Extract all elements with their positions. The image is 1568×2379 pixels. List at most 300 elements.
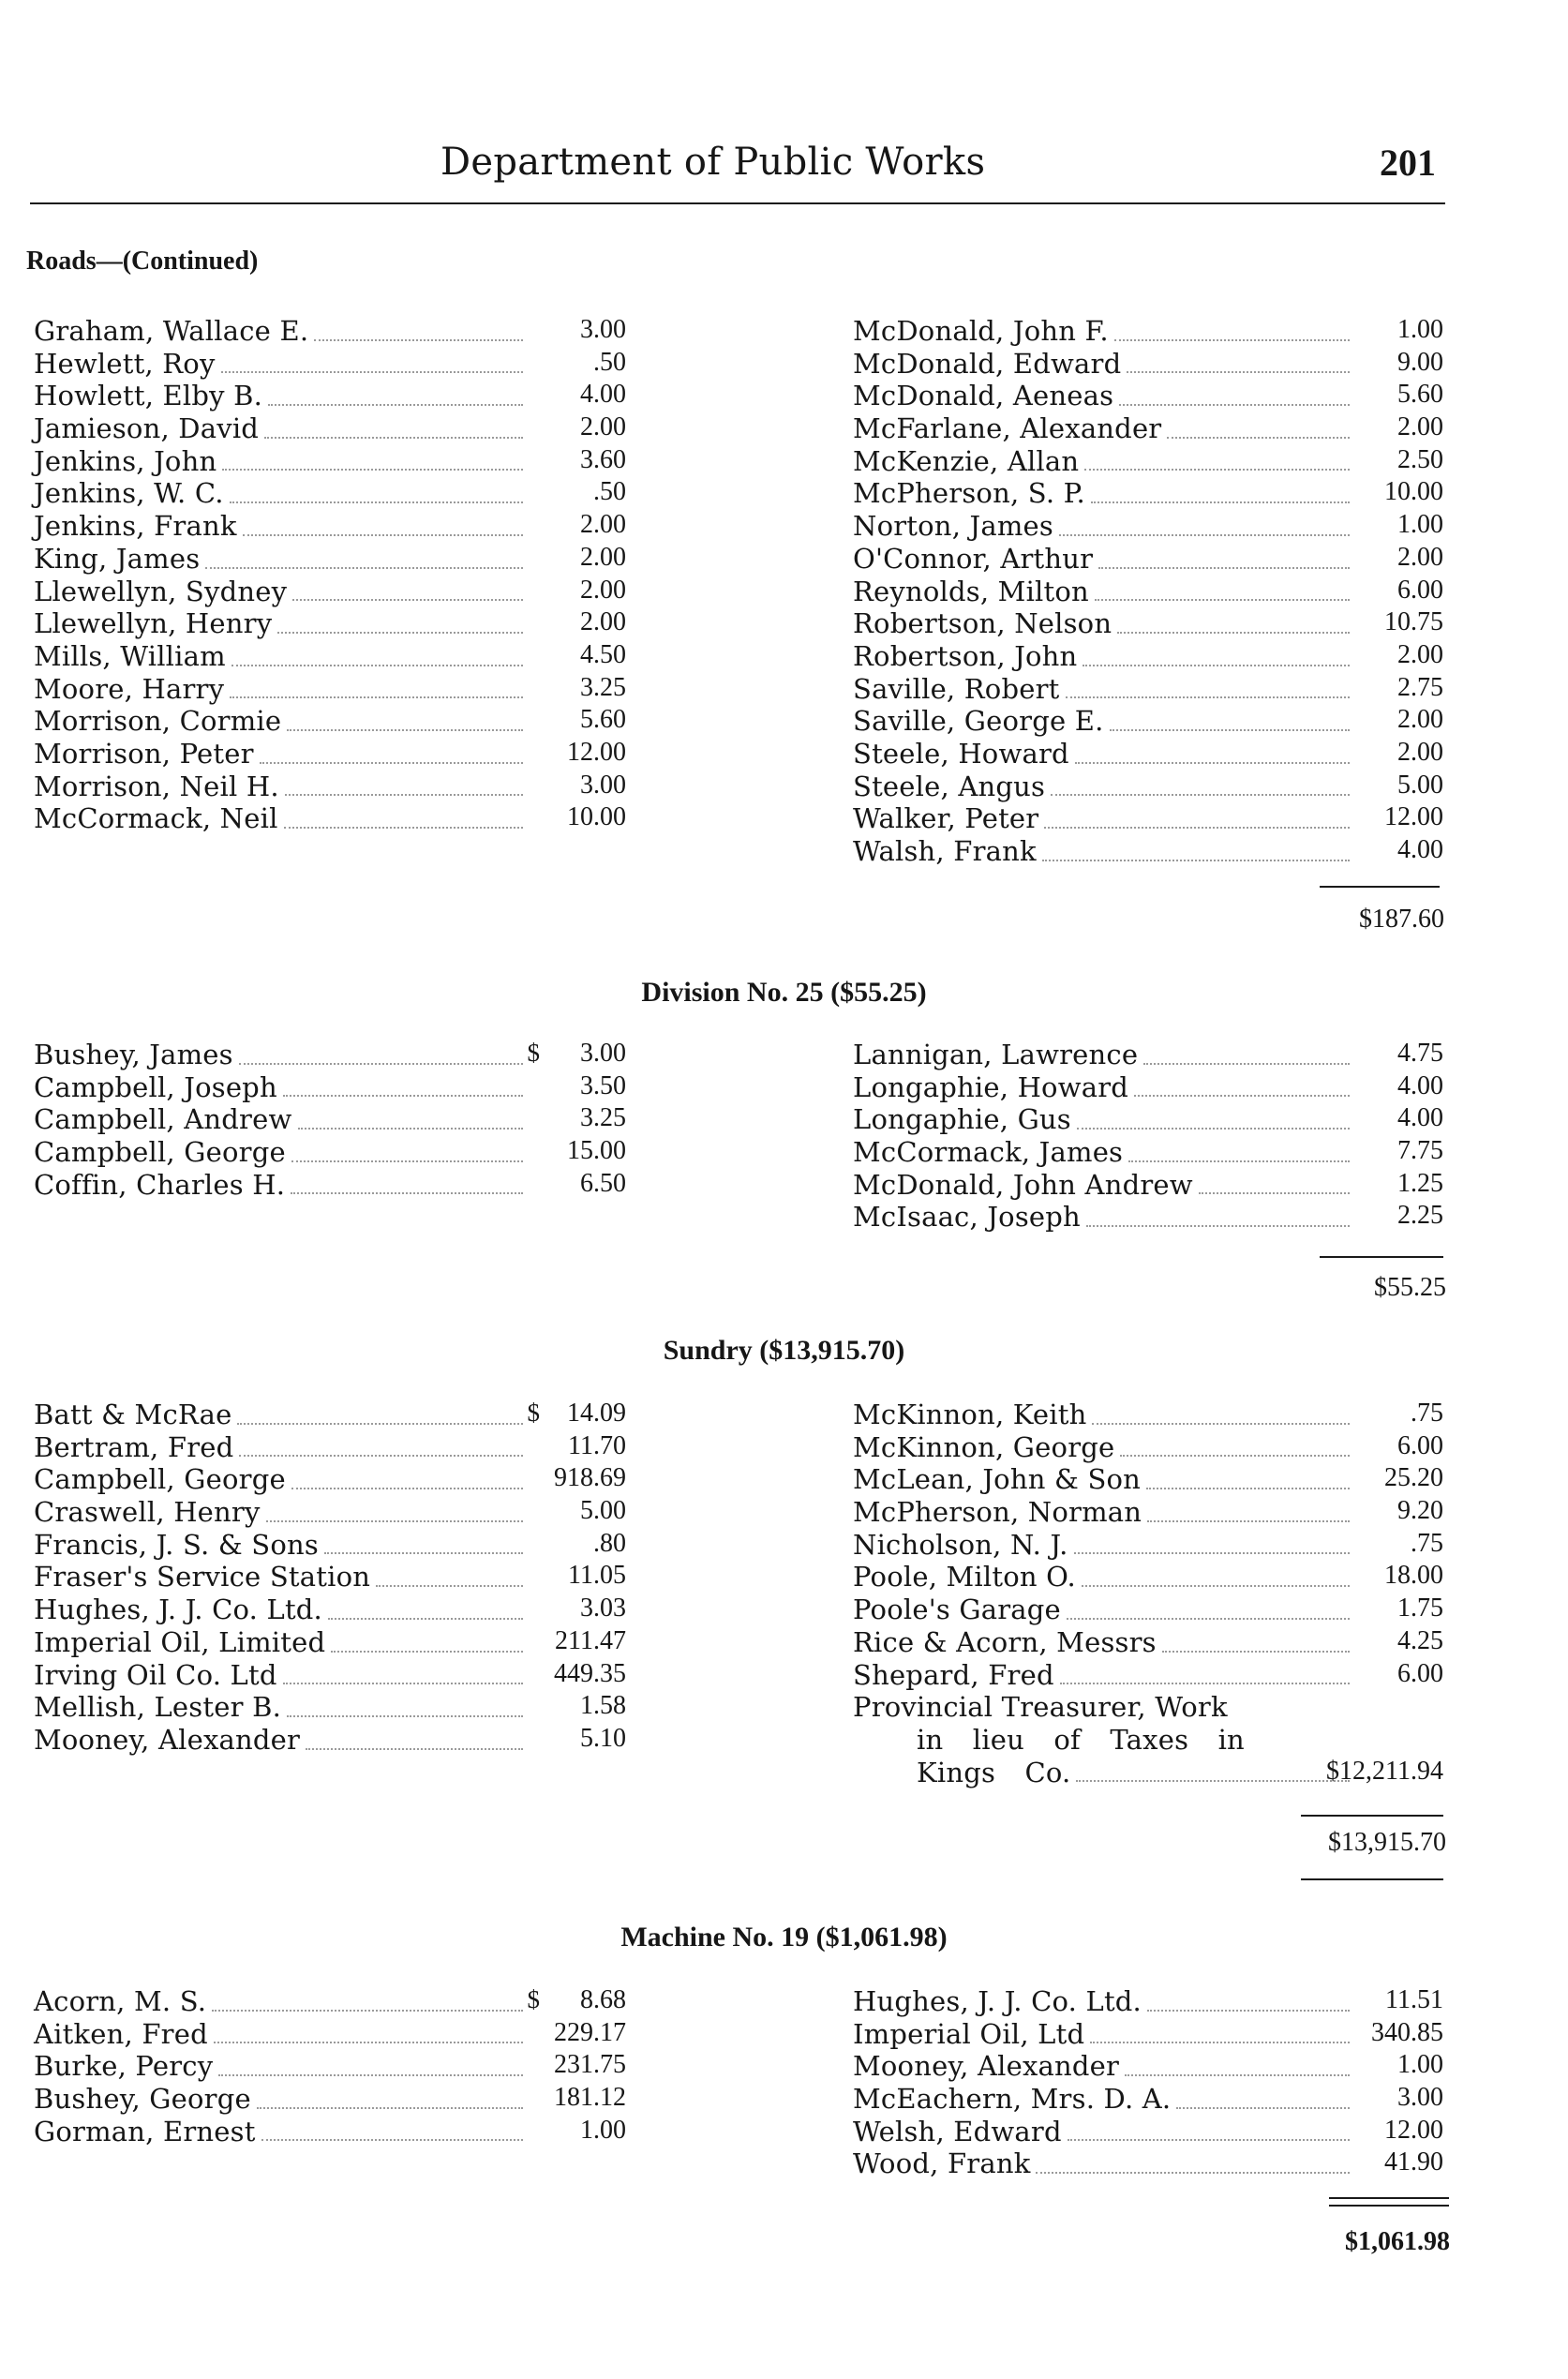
dot-leader xyxy=(1074,1552,1350,1554)
dot-leader xyxy=(1090,2042,1350,2043)
payee-name: Norton, James xyxy=(853,510,1053,543)
amount: 1.00 xyxy=(580,2115,626,2145)
amount: 3.00 xyxy=(580,315,626,344)
ledger-row xyxy=(34,738,626,771)
ledger-row xyxy=(34,315,626,348)
dot-leader xyxy=(285,794,523,796)
dot-leader xyxy=(239,1455,523,1457)
amount: 918.69 xyxy=(554,1463,626,1493)
payee-name: Robertson, John xyxy=(853,639,1078,672)
payee-name: Morrison, Neil H. xyxy=(34,770,279,802)
page-title: Department of Public Works xyxy=(441,141,986,184)
payee-name: Imperial Oil, Limited xyxy=(34,1625,326,1658)
sundry-heading: Sundry ($13,915.70) xyxy=(663,1335,905,1366)
ledger-row xyxy=(34,1496,626,1529)
amount: 1.00 xyxy=(1397,510,1443,540)
payee-name: Graham, Wallace E. xyxy=(34,315,309,347)
amount: 229.17 xyxy=(554,2017,626,2047)
division25-left-list xyxy=(34,1039,626,1201)
payee-name: Longaphie, Gus xyxy=(853,1103,1071,1136)
amount: 2.25 xyxy=(1397,1201,1443,1231)
ledger-row xyxy=(34,2018,626,2051)
dot-leader xyxy=(1143,1063,1350,1065)
ledger-row xyxy=(34,2050,626,2083)
ledger-row xyxy=(34,2083,626,2116)
dot-leader xyxy=(1067,1618,1350,1620)
ledger-row xyxy=(853,1201,1443,1234)
sundry-left-list xyxy=(34,1399,626,1757)
payee-name: McPherson, Norman xyxy=(853,1496,1142,1529)
dot-leader xyxy=(1119,404,1350,406)
payee-name: Jenkins, W. C. xyxy=(34,477,224,510)
payee-name: Craswell, Henry xyxy=(34,1496,261,1529)
amount: 2.50 xyxy=(1397,444,1443,474)
ledger-row xyxy=(853,1399,1443,1431)
payee-name: McDonald, Edward xyxy=(853,347,1122,380)
ledger-row xyxy=(34,1985,626,2018)
ledger-row xyxy=(853,1659,1443,1692)
amount: 4.00 xyxy=(1397,1103,1443,1133)
dot-leader xyxy=(1125,2074,1350,2076)
page-header xyxy=(30,141,1445,201)
dot-leader xyxy=(1077,1128,1350,1130)
ledger-row xyxy=(853,1103,1443,1136)
ledger-row xyxy=(853,2116,1443,2148)
dot-leader xyxy=(237,1423,523,1425)
amount: 11.51 xyxy=(1385,1985,1443,2014)
payee-name: McCormack, Neil xyxy=(34,802,278,835)
ledger-row xyxy=(853,673,1443,706)
dot-leader xyxy=(1076,1780,1350,1782)
amount: 5.10 xyxy=(580,1723,626,1753)
amount: 2.00 xyxy=(580,607,626,637)
ledger-row xyxy=(34,1691,626,1724)
division25-total: $55.25 xyxy=(1374,1273,1446,1302)
amount: 4.00 xyxy=(1397,835,1443,864)
machine19-heading: Machine No. 19 ($1,061.98) xyxy=(620,1922,948,1953)
amount: 6.00 xyxy=(1397,1430,1443,1460)
payee-name: Rice & Acorn, Messrs xyxy=(853,1625,1157,1658)
ledger-row xyxy=(853,1561,1443,1593)
dot-leader xyxy=(306,1748,523,1750)
dot-leader xyxy=(1147,1520,1350,1522)
payee-name: Lannigan, Lawrence xyxy=(853,1039,1139,1070)
amount: 1.25 xyxy=(1397,1168,1443,1198)
payee-name: Steele, Howard xyxy=(853,737,1069,770)
dot-leader xyxy=(1044,827,1350,829)
dot-leader xyxy=(261,2139,523,2141)
amount: 12.00 xyxy=(1384,802,1443,832)
amount: 1.58 xyxy=(580,1691,626,1721)
dot-leader xyxy=(1098,567,1350,569)
payee-name: McLean, John & Son xyxy=(853,1463,1142,1496)
amount: 10.00 xyxy=(567,802,626,832)
roads-total: $187.60 xyxy=(1359,905,1444,934)
amount: 10.00 xyxy=(1384,477,1443,507)
payee-name: Moore, Harry xyxy=(34,672,225,705)
dot-leader xyxy=(1066,696,1351,698)
dot-leader xyxy=(287,1715,523,1717)
ledger-row xyxy=(853,315,1443,348)
sundry-total-rule xyxy=(1301,1815,1443,1817)
amount: 4.50 xyxy=(580,639,626,669)
amount: 9.00 xyxy=(1397,347,1443,377)
dot-leader xyxy=(1120,1455,1350,1457)
provincial-line3-row xyxy=(853,1757,1443,1789)
ledger-row xyxy=(34,802,626,835)
amount: 3.50 xyxy=(580,1070,626,1100)
amount: 12.00 xyxy=(1384,2115,1443,2145)
payee-name: McCormack, James xyxy=(853,1136,1124,1169)
amount: 2.00 xyxy=(580,510,626,540)
ledger-row xyxy=(34,640,626,673)
payee-name: Wood, Frank xyxy=(853,2147,1031,2180)
amount: 1.00 xyxy=(1397,2050,1443,2080)
ledger-row xyxy=(853,2050,1443,2083)
currency-symbol: $ xyxy=(527,1985,540,2013)
roads-left-list xyxy=(34,315,626,835)
amount: 2.00 xyxy=(580,575,626,605)
amount: 3.25 xyxy=(580,672,626,702)
dot-leader xyxy=(1082,1585,1350,1587)
payee-name: Walker, Peter xyxy=(853,802,1039,835)
amount: 2.00 xyxy=(1397,412,1443,442)
ledger-row xyxy=(34,543,626,576)
ledger-row xyxy=(34,1399,626,1431)
provincial-line1-row xyxy=(853,1691,1443,1724)
payee-name: Campbell, George xyxy=(34,1136,286,1169)
amount: 2.00 xyxy=(1397,737,1443,767)
amount: 1.00 xyxy=(1397,315,1443,344)
payee-name: Bushey, James xyxy=(34,1039,233,1070)
division25-total-rule xyxy=(1320,1256,1443,1258)
provincial-line3: Kings Co. xyxy=(917,1756,1071,1788)
ledger-row xyxy=(34,477,626,510)
ledger-row xyxy=(853,510,1443,543)
page-number: 201 xyxy=(1380,142,1436,184)
provincial-line2: in lieu of Taxes in xyxy=(917,1723,1245,1756)
amount: 3.00 xyxy=(1397,2083,1443,2113)
amount: 4.25 xyxy=(1397,1625,1443,1655)
payee-name: Hewlett, Roy xyxy=(34,347,216,380)
ledger-row xyxy=(853,835,1443,868)
ledger-row xyxy=(34,1561,626,1593)
dot-leader xyxy=(331,1651,523,1653)
ledger-row xyxy=(853,1626,1443,1659)
dot-leader xyxy=(1134,1095,1350,1097)
amount: 6.00 xyxy=(1397,575,1443,605)
ledger-row xyxy=(34,1136,626,1169)
payee-name: McPherson, S. P. xyxy=(853,477,1085,510)
dot-leader xyxy=(230,501,523,503)
amount: 14.09 xyxy=(567,1399,626,1428)
amount: 4.75 xyxy=(1397,1039,1443,1068)
payee-name: McEachern, Mrs. D. A. xyxy=(853,2083,1172,2116)
ledger-row xyxy=(853,1529,1443,1562)
payee-name: Llewellyn, Sydney xyxy=(34,575,288,607)
dot-leader xyxy=(324,1552,523,1554)
amount: .75 xyxy=(1411,1528,1443,1558)
payee-name: Batt & McRae xyxy=(34,1399,232,1430)
payee-name: Poole, Milton O. xyxy=(853,1561,1076,1593)
payee-name: Bertram, Fred xyxy=(34,1430,234,1463)
payee-name: Hughes, J. J. Co. Ltd. xyxy=(853,1985,1142,2017)
ledger-row xyxy=(34,607,626,640)
dot-leader xyxy=(283,1683,523,1684)
currency-symbol: $ xyxy=(527,1039,540,1067)
dot-leader xyxy=(1086,1225,1350,1227)
dot-leader xyxy=(1146,1488,1350,1489)
sundry-total-underline xyxy=(1301,1878,1443,1880)
payee-name: Longaphie, Howard xyxy=(853,1070,1129,1103)
dot-leader xyxy=(291,1192,523,1194)
ledger-row xyxy=(34,348,626,381)
amount: .50 xyxy=(593,347,626,377)
ledger-row xyxy=(853,705,1443,738)
ledger-row xyxy=(853,1496,1443,1529)
amount: 4.00 xyxy=(1397,1070,1443,1100)
ledger-row xyxy=(34,1529,626,1562)
dot-leader xyxy=(376,1585,523,1587)
payee-name: King, James xyxy=(34,542,201,575)
payee-name: Jamieson, David xyxy=(34,412,260,445)
payee-name: Acorn, M. S. xyxy=(34,1985,207,2017)
dot-leader xyxy=(218,2074,523,2076)
amount: 449.35 xyxy=(554,1658,626,1688)
amount: 9.20 xyxy=(1397,1496,1443,1526)
ledger-row xyxy=(853,477,1443,510)
roads-right-list xyxy=(853,315,1443,868)
currency-symbol: $ xyxy=(527,1399,540,1427)
ledger-row xyxy=(853,543,1443,576)
dot-leader xyxy=(1036,2172,1350,2174)
payee-name: Bushey, George xyxy=(34,2083,251,2116)
ledger-row xyxy=(853,640,1443,673)
payee-name: Mooney, Alexander xyxy=(853,2050,1120,2083)
amount: 211.47 xyxy=(555,1625,626,1655)
dot-leader xyxy=(222,469,523,471)
dot-leader xyxy=(1110,729,1350,731)
ledger-row xyxy=(34,705,626,738)
amount: .75 xyxy=(1411,1399,1443,1428)
machine19-total: $1,061.98 xyxy=(1345,2227,1450,2256)
dot-leader xyxy=(1117,632,1350,634)
payee-name: Coffin, Charles H. xyxy=(34,1168,286,1201)
payee-name: Irving Oil Co. Ltd xyxy=(34,1658,277,1691)
payee-name: Mellish, Lester B. xyxy=(34,1691,282,1724)
dot-leader xyxy=(1127,371,1350,373)
dot-leader xyxy=(284,827,523,829)
payee-name: Mills, William xyxy=(34,639,226,672)
dot-leader xyxy=(1051,794,1350,796)
dot-leader xyxy=(1176,2107,1350,2109)
dot-leader xyxy=(205,567,523,569)
payee-name: Walsh, Frank xyxy=(853,835,1037,867)
dot-leader xyxy=(266,1520,523,1522)
ledger-row xyxy=(853,802,1443,835)
payee-name: McDonald, John Andrew xyxy=(853,1168,1193,1201)
dot-leader xyxy=(1059,534,1350,536)
division25-right-list xyxy=(853,1039,1443,1234)
payee-name: Robertson, Nelson xyxy=(853,607,1113,640)
dot-leader xyxy=(243,534,523,536)
ledger-row xyxy=(853,412,1443,445)
ledger-row xyxy=(853,348,1443,381)
amount: 2.00 xyxy=(580,412,626,442)
payee-name: Saville, George E. xyxy=(853,705,1104,738)
dot-leader xyxy=(1147,2010,1350,2012)
payee-name: Saville, Robert xyxy=(853,672,1060,705)
amount: 2.75 xyxy=(1397,672,1443,702)
amount: 11.05 xyxy=(568,1561,626,1591)
ledger-row xyxy=(853,445,1443,478)
amount: 2.00 xyxy=(1397,639,1443,669)
payee-name: Mooney, Alexander xyxy=(34,1723,301,1756)
payee-name: Hughes, J. J. Co. Ltd. xyxy=(34,1593,322,1626)
payee-name: Aitken, Fred xyxy=(34,2017,208,2050)
payee-name: Steele, Angus xyxy=(853,770,1046,802)
dot-leader xyxy=(1042,860,1350,861)
ledger-row xyxy=(853,607,1443,640)
ledger-row xyxy=(853,1039,1443,1071)
ledger-row xyxy=(34,673,626,706)
ledger-row xyxy=(853,738,1443,771)
payee-name: Morrison, Peter xyxy=(34,737,254,770)
amount: 8.68 xyxy=(580,1985,626,2014)
payee-name: Poole's Garage xyxy=(853,1593,1061,1626)
payee-name: Francis, J. S. & Sons xyxy=(34,1528,319,1561)
ledger-row xyxy=(34,1071,626,1104)
payee-name: Campbell, Andrew xyxy=(34,1103,292,1136)
amount: 231.75 xyxy=(554,2050,626,2080)
dot-leader xyxy=(239,1063,523,1065)
payee-name: O'Connor, Arthur xyxy=(853,542,1094,575)
provincial-line2-row xyxy=(853,1724,1443,1757)
dot-leader xyxy=(268,404,523,406)
dot-leader xyxy=(287,729,523,731)
dot-leader xyxy=(1083,665,1350,666)
ledger-row xyxy=(34,1103,626,1136)
ledger-row xyxy=(34,445,626,478)
payee-name: Llewellyn, Henry xyxy=(34,607,273,640)
ledger-row xyxy=(34,1593,626,1626)
amount: 5.00 xyxy=(580,1496,626,1526)
dot-leader xyxy=(1091,501,1350,503)
amount: 41.90 xyxy=(1384,2147,1443,2177)
dot-leader xyxy=(1068,2139,1350,2141)
dot-leader xyxy=(264,437,523,439)
machine19-right-list xyxy=(853,1985,1443,2180)
payee-name: McKenzie, Allan xyxy=(853,444,1080,477)
amount: 3.25 xyxy=(580,1103,626,1133)
ledger-row xyxy=(853,1071,1443,1104)
ledger-row xyxy=(853,2147,1443,2180)
amount: 5.60 xyxy=(1397,380,1443,410)
ledger-row xyxy=(34,771,626,803)
payee-name: Campbell, Joseph xyxy=(34,1070,277,1103)
roads-total-rule xyxy=(1320,886,1440,888)
payee-name: Reynolds, Milton xyxy=(853,575,1089,607)
payee-name: McKinnon, Keith xyxy=(853,1399,1087,1430)
amount: 12.00 xyxy=(567,737,626,767)
ledger-row xyxy=(853,1593,1443,1626)
amount: 2.00 xyxy=(580,542,626,572)
ledger-row xyxy=(34,1169,626,1202)
sundry-right-rows xyxy=(853,1399,1443,1691)
ledger-row xyxy=(34,1626,626,1659)
dot-leader xyxy=(231,665,523,666)
amount: 181.12 xyxy=(554,2083,626,2113)
payee-name: McIsaac, Joseph xyxy=(853,1201,1081,1234)
ledger-row xyxy=(34,576,626,608)
ledger-row xyxy=(34,1039,626,1071)
amount: 5.00 xyxy=(1397,770,1443,800)
amount: 2.00 xyxy=(1397,705,1443,735)
amount: 11.70 xyxy=(568,1430,626,1460)
amount: 1.75 xyxy=(1397,1593,1443,1623)
ledger-row xyxy=(34,1431,626,1464)
amount: 18.00 xyxy=(1384,1561,1443,1591)
dot-leader xyxy=(1075,762,1350,764)
ledger-row xyxy=(853,576,1443,608)
machine19-left-list xyxy=(34,1985,626,2147)
dot-leader xyxy=(328,1618,523,1620)
amount: 4.00 xyxy=(580,380,626,410)
ledger-row xyxy=(853,771,1443,803)
amount: 15.00 xyxy=(567,1136,626,1166)
provincial-line1: Provincial Treasurer, Work xyxy=(853,1691,1228,1724)
ledger-row xyxy=(853,380,1443,412)
payee-name: McDonald, Aeneas xyxy=(853,380,1114,412)
payee-name: Shepard, Fred xyxy=(853,1658,1054,1691)
dot-leader xyxy=(221,371,523,373)
dot-leader xyxy=(1060,1683,1350,1684)
amount: 3.03 xyxy=(580,1593,626,1623)
ledger-row xyxy=(853,1463,1443,1496)
dot-leader xyxy=(291,1488,523,1489)
amount: 2.00 xyxy=(1397,542,1443,572)
ledger-row xyxy=(34,1724,626,1757)
ledger-row xyxy=(34,1659,626,1692)
payee-name: Fraser's Service Station xyxy=(34,1561,371,1593)
payee-name: Jenkins, John xyxy=(34,444,217,477)
payee-name: Jenkins, Frank xyxy=(34,510,237,543)
ledger-row xyxy=(34,510,626,543)
payee-name: Imperial Oil, Ltd xyxy=(853,2017,1085,2050)
payee-name: McDonald, John F. xyxy=(853,315,1109,347)
dot-leader xyxy=(314,339,523,341)
section-title: Roads—(Continued) xyxy=(26,247,259,276)
ledger-row xyxy=(34,412,626,445)
amount: 340.85 xyxy=(1371,2017,1443,2047)
provincial-amount: $12,211.94 xyxy=(1326,1756,1443,1786)
payee-name: McKinnon, George xyxy=(853,1430,1115,1463)
dot-leader xyxy=(212,2010,523,2012)
payee-name: Nicholson, N. J. xyxy=(853,1528,1068,1561)
dot-leader xyxy=(277,632,523,634)
amount: 7.75 xyxy=(1397,1136,1443,1166)
ledger-row xyxy=(34,1463,626,1496)
amount: 5.60 xyxy=(580,705,626,735)
sundry-right-list xyxy=(853,1399,1443,1788)
dot-leader xyxy=(214,2042,523,2043)
dot-leader xyxy=(230,696,523,698)
payee-name: Morrison, Cormie xyxy=(34,705,282,738)
dot-leader xyxy=(291,1160,523,1162)
dot-leader xyxy=(1162,1651,1350,1653)
amount: 3.00 xyxy=(580,1039,626,1068)
dot-leader xyxy=(1128,1160,1350,1162)
